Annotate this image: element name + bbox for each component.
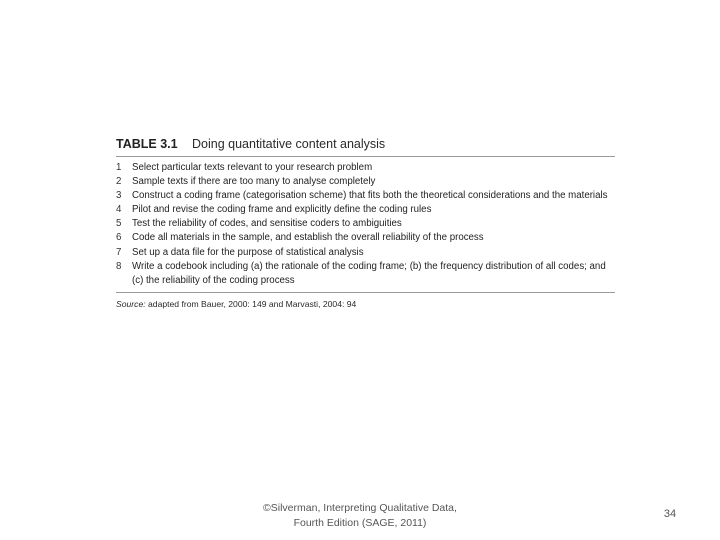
step-item xyxy=(116,175,615,189)
credit-line-2: Fourth Edition (SAGE, 2011) xyxy=(293,517,427,529)
step-text: Pilot and revise the coding frame and explicitly define the coding rules xyxy=(132,204,432,216)
step-number: 3 xyxy=(116,190,122,202)
footer-credit xyxy=(210,501,510,531)
table-label: TABLE 3.1 xyxy=(116,137,178,151)
step-text: Test the reliability of codes, and sensitise coders to ambiguities xyxy=(132,218,402,230)
step-text: Write a codebook including (a) the rationale of the coding frame; (b) the frequency distribution of all codes; and (c) the reliability of the coding process xyxy=(132,260,606,286)
step-number: 7 xyxy=(116,246,122,258)
step-number: 4 xyxy=(116,204,122,216)
table-title xyxy=(116,136,615,152)
step-number: 6 xyxy=(116,232,122,244)
step-number: 1 xyxy=(116,162,122,173)
step-text: Select particular texts relevant to your research problem xyxy=(132,162,373,173)
table-bottom-rule xyxy=(116,292,615,293)
source-text: adapted from Bauer, 2000: 149 and Marvasti, 2004: 94 xyxy=(148,298,357,309)
step-text: Set up a data file for the purpose of statistical analysis xyxy=(132,246,364,258)
table-source xyxy=(116,298,615,310)
source-label: Source: xyxy=(116,298,146,309)
step-item xyxy=(116,231,615,245)
page-number: 34 xyxy=(663,508,677,520)
step-number: 8 xyxy=(116,260,122,272)
step-item xyxy=(116,189,615,203)
step-number: 2 xyxy=(116,176,122,188)
step-item xyxy=(116,161,615,175)
step-number: 5 xyxy=(116,218,122,230)
step-text: Code all materials in the sample, and establish the overall reliability of the process xyxy=(132,232,484,244)
steps-list xyxy=(116,157,615,288)
table-caption: Doing quantitative content analysis xyxy=(192,137,386,151)
step-item xyxy=(116,260,615,288)
step-text: Construct a coding frame (categorisation scheme) that fits both the theoretical considerations and the materials xyxy=(132,190,608,202)
table xyxy=(116,136,615,310)
credit-line-1: ©Silverman, Interpreting Qualitative Data, xyxy=(263,502,457,514)
step-item xyxy=(116,203,615,217)
step-item xyxy=(116,217,615,231)
step-item xyxy=(116,246,615,260)
step-text: Sample texts if there are too many to analyse completely xyxy=(132,176,376,188)
